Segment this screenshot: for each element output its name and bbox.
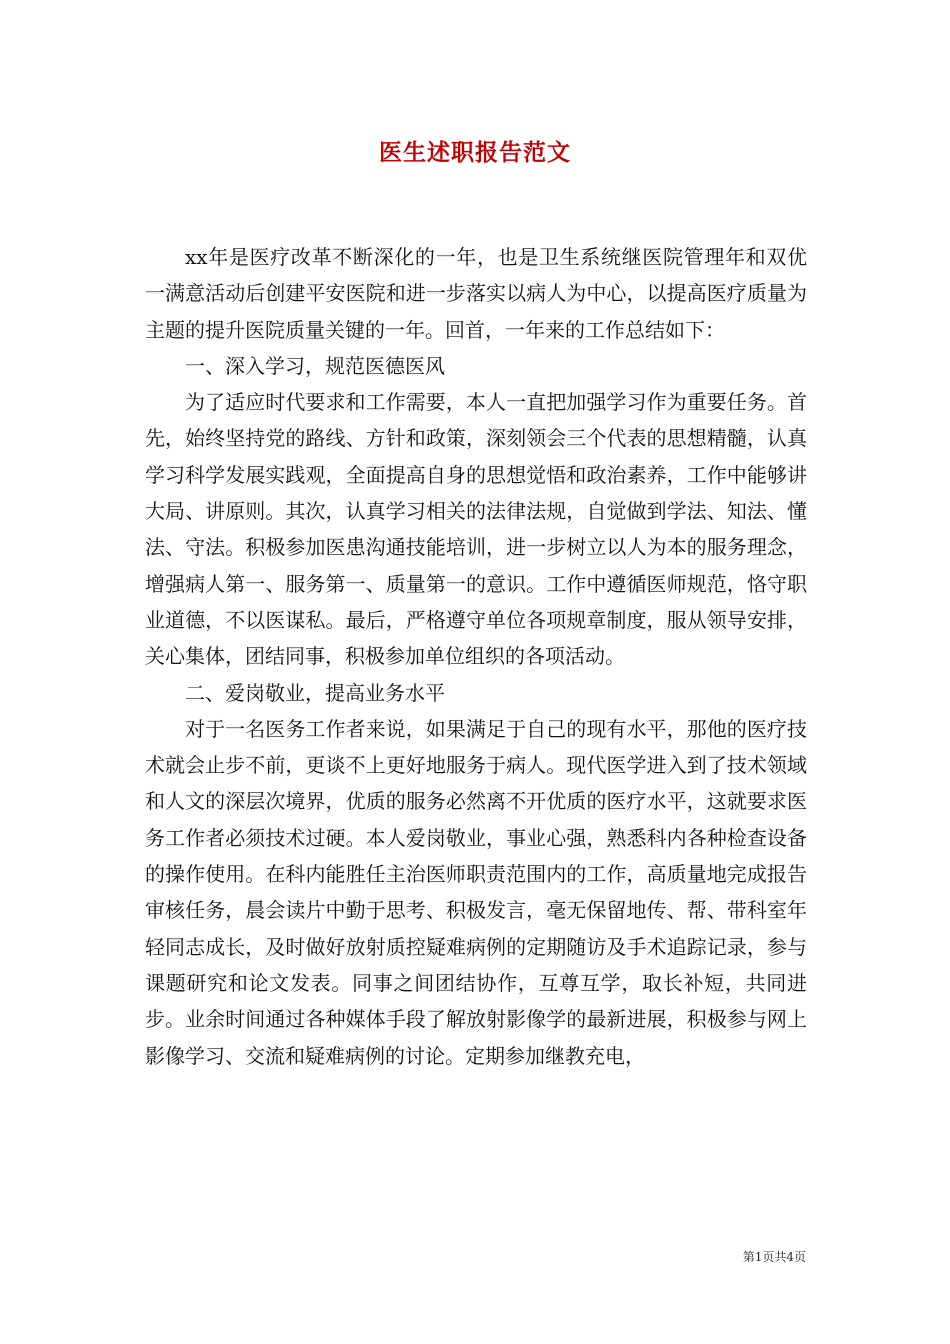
document-body (145, 239, 807, 1074)
section-heading-1: 一、深入学习，规范医德医风 (185, 353, 445, 378)
page-number: 第1页共4页 (742, 1250, 806, 1264)
section-heading-2: 二、爱岗敬业，提高业务水平 (185, 680, 445, 705)
section-1-paragraph: 为了适应时代要求和工作需要，本人一直把加强学习作为重要任务。首先，始终坚持党的路线、方针和政策，深刻领会三个代表的思想精髓，认真学习科学发展实践观，全面提高自身的思想觉悟和政治素养，工作中能够讲大局、讲原则。其次，认真学习相关的法律法规，自觉做到学法、知法、懂法、守法。积极参加医患沟通技能培训，进一步树立以人为本的服务理念，增强病人第一、服务第一、质量第一的意识。工作中遵循医师规范，恪守职业道德，不以医谋私。最后，严格遵守单位各项规章制度，服从领导安排，关心集体，团结同事，积极参加单位组织的各项活动。 (145, 390, 807, 669)
document-title: 医生述职报告范文 (379, 139, 571, 166)
section-2-paragraph: 对于一名医务工作者来说，如果满足于自己的现有水平，那他的医疗技术就会止步不前，更谈不上更好地服务于病人。现代医学进入到了技术领域和人文的深层次境界，优质的服务必然离不开优质的医疗水平，这就要求医务工作者必须技术过硬。本人爱岗敬业，事业心强，熟悉科内各种检查设备的操作使用。在科内能胜任主治医师职责范围内的工作，高质量地完成报告审核任务，晨会读片中勤于思考、积极发言，毫无保留地传、帮、带科室年轻同志成长，及时做好放射质控疑难病例的定期随访及手术追踪记录，参与课题研究和论文发表。同事之间团结协作，互尊互学，取长补短，共同进步。业余时间通过各种媒体手段了解放射影像学的最新进展，积极参与网上影像学习、交流和疑难病例的讨论。定期参加继教充电， (145, 716, 807, 1068)
intro-paragraph: xx年是医疗改革不断深化的一年，也是卫生系统继医院管理年和双优一满意活动后创建平安医院和进一步落实以病人为中心，以提高医疗质量为主题的提升医院质量关键的一年。回首，一年来的工作总结如下： (145, 245, 807, 342)
